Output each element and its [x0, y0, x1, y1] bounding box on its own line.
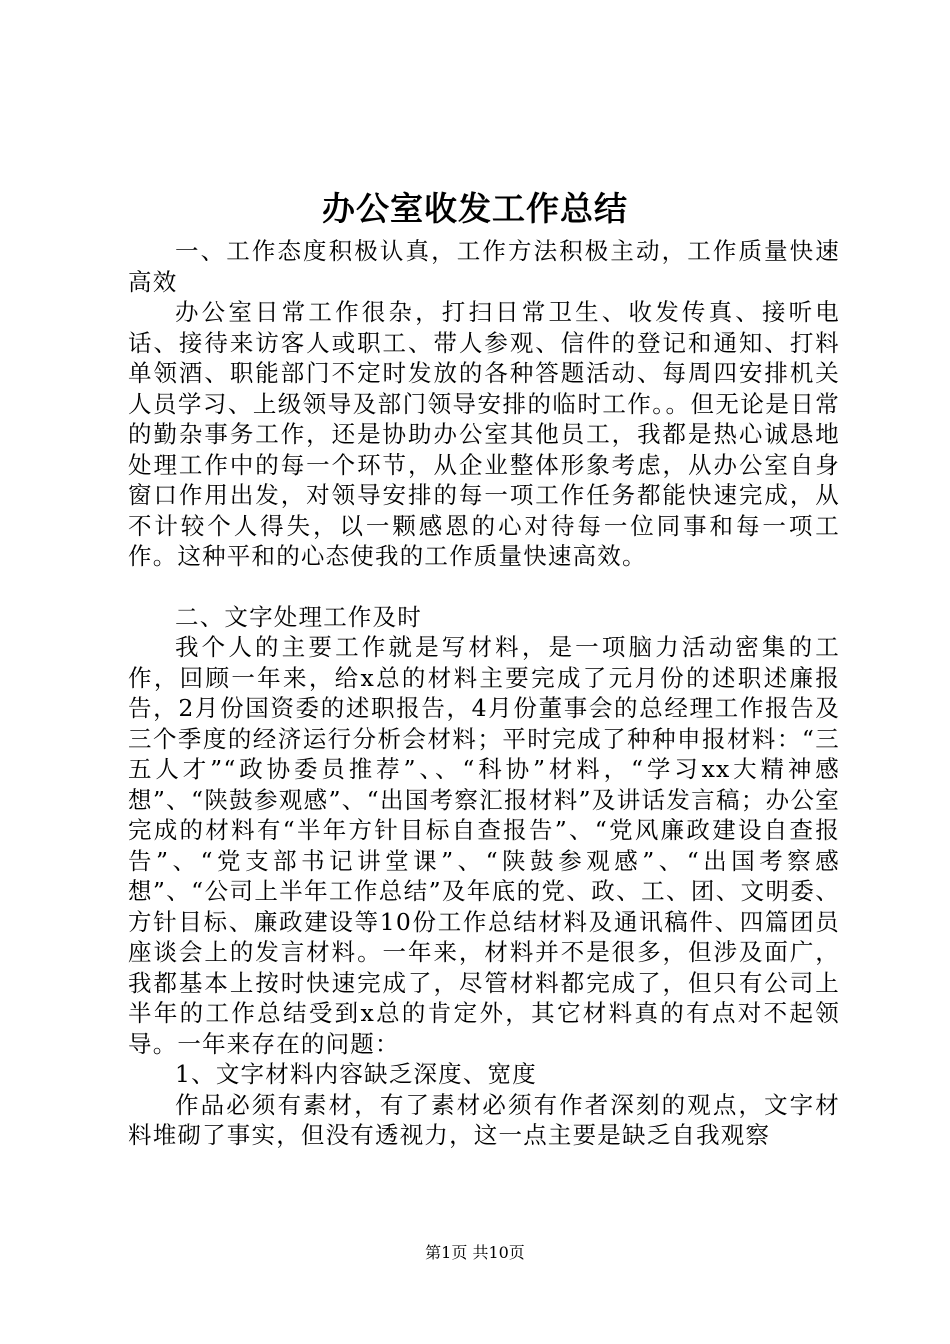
document-body [128, 236, 840, 1151]
page-footer: 第1页 共10页 [425, 1243, 525, 1262]
section-heading-2: 二、文字处理工作及时 [175, 602, 422, 631]
document-title: 办公室收发工作总结 [322, 189, 628, 228]
paragraph-2: 我个人的主要工作就是写材料，是一项脑力活动密集的工作，回顾一年来，给x总的材料主要完成了元月份的述职述廉报告，2月份国资委的述职报告，4月份董事会的总经理工作报告及三个季度的经济运行分析会材料；平时完成了种种申报材料：“三五人才”“政协委员推荐”、、“科协”材料，“学习xx大精神感想”、“陕鼓参观感”、“出国考察汇报材料”及讲话发言稿；办公室完成的材料有“半年方针目标自查报告”、“党风廉政建设自查报告”、“党支部书记讲堂课”、“陕鼓参观感”、“出国考察感想”、“公司上半年工作总结”及年底的党、政、工、团、文明委、方针目标、廉政建设等10份工作总结材料及通讯稿件、四篇团员座谈会上的发言材料。一年来，材料并不是很多，但涉及面广，我都基本上按时快速完成了，尽管材料都完成了，但只有公司上半年的工作总结受到x总的肯定外，其它材料真的有点对不起领导。一年来存在的问题： [128, 633, 840, 1058]
paragraph-3: 作品必须有素材，有了素材必须有作者深刻的观点，文字材料堆砌了事实，但没有透视力，这一点主要是缺乏自我观察 [128, 1090, 840, 1149]
paragraph-gap [128, 572, 840, 602]
section-heading-1: 一、工作态度积极认真，工作方法积极主动，工作质量快速高效 [128, 237, 840, 296]
paragraph-1: 办公室日常工作很杂，打扫日常卫生、收发传真、接听电话、接待来访客人或职工、带人参观、信件的登记和通知、打料单领酒、职能部门不定时发放的各种答题活动、每周四安排机关人员学习、上级领导及部门领导安排的临时工作。。但无论是日常的勤杂事务工作，还是协助办公室其他员工，我都是热心诚恳地处理工作中的每一个环节，从企业整体形象考虑，从办公室自身窗口作用出发，对领导安排的每一项工作任务都能快速完成，从不计较个人得失，以一颗感恩的心对待每一位同事和每一项工作。这种平和的心态使我的工作质量快速高效。 [128, 298, 840, 570]
subsection-heading-1: 1、文字材料内容缺乏深度、宽度 [175, 1060, 537, 1088]
